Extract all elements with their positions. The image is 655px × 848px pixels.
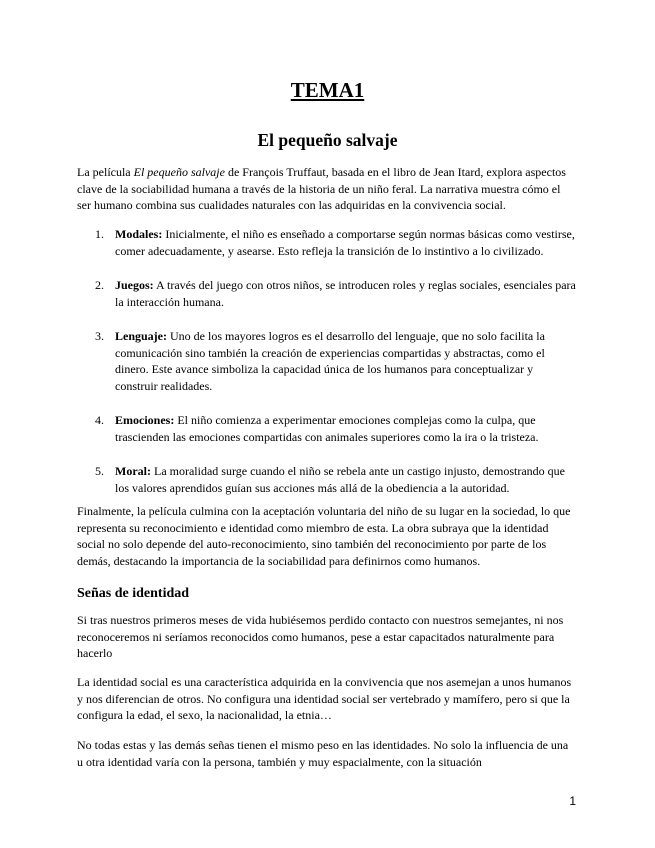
conclusion-paragraph: Finalmente, la película culmina con la aceptación voluntaria del niño de su lugar en la sociedad, lo que representa su reconocimiento e identidad como miembro de esta. La obra subraya que la identidad social no solo depende del auto-reconocimiento, sino también del reconocimiento por parte de los demás, destacando la importancia de la sociabilidad para definirnos como humanos.	[77, 504, 571, 568]
list-item-number: 5.	[95, 464, 104, 478]
list-item-term: Moral:	[115, 464, 151, 478]
list-item-number: 1.	[95, 227, 104, 241]
list-item	[77, 226, 577, 259]
list-item-text: Inicialmente, el niño es enseñado a comportarse según normas básicas como vestirse, comer adecuadamente, y asearse. Esto refleja la transición de lo instintivo a lo civilizado.	[115, 227, 575, 258]
section-heading: Señas de identidad	[77, 586, 190, 601]
list-item-text: La moralidad surge cuando el niño se rebela ante un castigo injusto, demostrando que los valores aprendidos guían sus acciones más allá de la obediencia a la autoridad.	[115, 464, 565, 495]
document-subtitle: El pequeño salvaje	[257, 130, 398, 150]
intro-film-title: El pequeño salvaje	[133, 165, 225, 179]
section-paragraph: La identidad social es una característica adquirida en la convivencia que nos asemejan a unos humanos y nos diferencian de otros. No configura una identidad social ser vertebrado y mamífero, pero si que la configura la edad, el sexo, la nacionalidad, la etnia…	[77, 675, 572, 722]
list-item-term: Modales:	[115, 227, 163, 241]
list-item	[77, 412, 577, 445]
page-number: 1	[569, 794, 576, 808]
list-item-number: 4.	[95, 413, 104, 427]
list-item-text: El niño comienza a experimentar emociones complejas como la culpa, que trascienden las emociones compartidas con animales superiores como la ira o la tristeza.	[115, 413, 539, 444]
section-paragraph: No todas estas y las demás señas tienen el mismo peso en las identidades. No solo la influencia de una u otra identidad varía con la persona, también y muy espacialmente, con la situación	[77, 738, 569, 769]
aspects-list	[77, 226, 577, 514]
section-paragraph: Si tras nuestros primeros meses de vida hubiésemos perdido contacto con nuestros semejantes, ni nos reconoceremos ni seríamos reconocidos como humanos, pese a estar capacitados naturalmente para hacerlo	[77, 613, 564, 660]
intro-rest: de François Truffaut, basada en el libro de Jean Itard, explora aspectos clave de la sociabilidad humana a través de la historia de un niño feral. La narrativa muestra cómo el ser humano combina sus cualidades naturales con las adquiridas en la convivencia social.	[77, 165, 566, 212]
list-item-term: Juegos:	[115, 278, 154, 292]
list-item-term: Lenguaje:	[115, 329, 167, 343]
list-item	[77, 463, 577, 496]
intro-paragraph	[77, 164, 577, 214]
list-item	[77, 277, 577, 310]
list-item-text: A través del juego con otros niños, se introducen roles y reglas sociales, esenciales para la interacción humana.	[115, 278, 576, 309]
intro-prefix: La película	[77, 165, 134, 179]
list-item-term: Emociones:	[115, 413, 175, 427]
list-item-number: 3.	[95, 329, 104, 343]
list-item-text: Uno de los mayores logros es el desarrollo del lenguaje, que no solo facilita la comunicación sino también la creación de experiencias compartidas y abstractas, como el dinero. Este avance simboliza la capacidad única de los humanos para conceptualizar y construir realidades.	[115, 329, 545, 393]
document-title: TEMA1	[290, 78, 365, 102]
list-item-number: 2.	[95, 278, 104, 292]
list-item	[77, 328, 577, 394]
